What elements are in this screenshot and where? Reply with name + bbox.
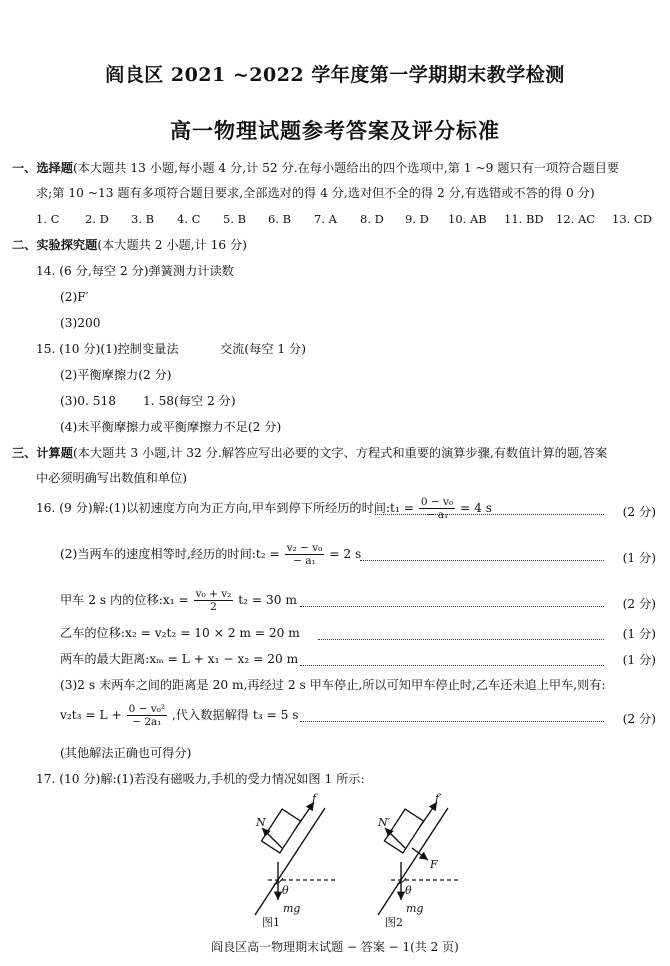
answer-item: 5. B <box>223 212 247 226</box>
score-label: (1 分) <box>622 627 656 641</box>
figure-1 <box>255 802 335 915</box>
q15-line3b: 1. 58(每空 2 分) <box>143 394 236 408</box>
fraction <box>285 542 325 567</box>
sec3-line2: 中必须明确写出数值和单位) <box>36 471 188 485</box>
answer-item: 11. BD <box>504 212 544 226</box>
caption-fig1: 图1 <box>262 916 280 929</box>
label-mg: mg <box>406 902 424 915</box>
q15-line2: (2)平衡摩擦力(2 分) <box>60 368 172 382</box>
fraction-denominator: − 2a₁ <box>132 716 162 728</box>
normal-force-arrow <box>385 828 405 848</box>
score-label: (2 分) <box>622 505 656 519</box>
answer-item: 1. C <box>36 212 60 226</box>
leader-dots <box>375 514 604 515</box>
score-label: (1 分) <box>622 653 656 667</box>
fraction-numerator: v₂ − v₀ <box>286 542 323 554</box>
normal-force-arrow <box>262 828 282 848</box>
leader-dots <box>300 606 604 607</box>
q15-line1b: 交流(每空 1 分) <box>220 342 306 356</box>
leader-dots <box>300 721 604 722</box>
q16-line3-result: t₂ = 30 m <box>238 593 297 607</box>
q16-line1-result: = 4 s <box>459 501 492 515</box>
q14-line3: (3)200 <box>60 316 101 330</box>
friction-arrow <box>419 802 437 828</box>
sec1-label: 一、选择题 <box>12 161 73 175</box>
q14-line1: 14. (6 分,每空 2 分)弹簧测力计读数 <box>36 264 234 278</box>
answer-item: 12. AC <box>556 212 596 226</box>
exam-title: 阎良区 2021 ~2022 学年度第一学期期末教学检测 <box>105 64 565 86</box>
label-theta: θ <box>405 884 412 897</box>
q16-line7-text-b: ,代入数据解得 t₃ = 5 s <box>171 708 299 722</box>
force-diagrams <box>0 790 670 930</box>
score-label: (1 分) <box>622 551 656 565</box>
fraction <box>194 588 234 613</box>
leader-dots <box>300 665 604 666</box>
label-N: N <box>256 816 266 829</box>
fraction-denominator: 2 <box>210 601 217 613</box>
answer-key-subtitle: 高一物理试题参考答案及评分标准 <box>170 118 500 143</box>
answer-item: 8. D <box>360 212 384 226</box>
leader-dots <box>360 560 604 561</box>
q16-line7-text-a: v₂t₃ = L + <box>60 708 122 722</box>
q16-line2-text: (2)当两车的速度相等时,经历的时间:t₂ = <box>60 547 280 561</box>
q16-line3-text: 甲车 2 s 内的位移:x₁ = <box>60 593 189 607</box>
q17-line1: 17. (10 分)解:(1)若没有磁吸力,手机的受力情况如图 1 所示: <box>36 772 365 786</box>
label-theta: θ <box>282 884 289 897</box>
fraction-numerator: 0 − v₀ <box>420 496 454 508</box>
sec1-line1 <box>12 160 619 176</box>
fraction-numerator: 0 − v₀² <box>128 703 166 715</box>
q16-line2 <box>60 542 361 567</box>
score-label: (2 分) <box>622 597 656 611</box>
caption-fig2: 图2 <box>385 916 403 929</box>
sec2-heading <box>12 237 247 253</box>
sec3-label: 三、计算题 <box>12 446 73 460</box>
q16-line2-result: = 2 s <box>329 547 362 561</box>
leader-dots <box>318 639 604 640</box>
fraction-denominator: − a₁ <box>425 509 449 521</box>
q16-line3 <box>60 588 297 613</box>
q16-line1-text: 16. (9 分)解:(1)以初速度方向为正方向,甲车到停下所经历的时间:t₁ = <box>36 501 414 515</box>
answer-item: 13. CD <box>612 212 652 226</box>
label-f: f <box>312 792 317 805</box>
q16-line4: 乙车的位移:x₂ = v₂t₂ = 10 × 2 m = 20 m <box>60 626 300 640</box>
q16-line5: 两车的最大距离:xₘ = L + x₁ − x₂ = 20 m <box>60 652 299 666</box>
q15-line1: 15. (10 分)(1)控制变量法 <box>36 342 179 356</box>
page-footer: 阎良区高一物理期末试题 − 答案 − 1(共 2 页) <box>211 940 459 954</box>
answer-item: 9. D <box>405 212 429 226</box>
sec2-desc: (本大题共 2 小题,计 16 分) <box>97 238 247 252</box>
answer-item: 3. B <box>131 212 155 226</box>
friction-arrow <box>296 802 314 828</box>
label-mg: mg <box>283 902 301 915</box>
score-label: (2 分) <box>622 712 656 726</box>
answer-item: 2. D <box>85 212 109 226</box>
q14-line2: (2)F′ <box>60 290 89 304</box>
answer-item: 10. AB <box>448 212 487 226</box>
fraction <box>419 496 455 521</box>
fraction-numerator: v₀ + v₂ <box>195 588 232 600</box>
sec3-desc1: (本大题共 3 小题,计 32 分.解答应写出必要的文字、方程式和重要的演算步骤,有数值计算的题,答案 <box>72 446 608 460</box>
sec3-line1 <box>12 445 607 461</box>
sec1-line2: 求;第 10 ~13 题有多项符合题目要求,全部选对的得 4 分,选对但不全的得 2 分,有选错或不答的得 0 分) <box>36 186 595 200</box>
label-f-prime: f′ <box>435 792 442 805</box>
fraction-denominator: − a₁ <box>293 555 316 567</box>
answer-item: 6. B <box>268 212 292 226</box>
q15-line3a: (3)0. 518 <box>60 394 117 408</box>
q16-line6: (3)2 s 末两车之间的距离是 20 m,再经过 2 s 甲车停止,所以可知甲车停止时,乙车还未追上甲车,则有: <box>60 678 606 692</box>
q16-line7 <box>60 703 298 728</box>
q16-line1 <box>36 496 492 521</box>
figure-2 <box>378 802 460 915</box>
q15-line4: (4)未平衡摩擦力或平衡摩擦力不足(2 分) <box>60 420 282 434</box>
fraction <box>127 703 168 728</box>
label-F: F <box>430 858 438 871</box>
answer-item: 4. C <box>177 212 201 226</box>
sec2-label: 二、实验探究题 <box>12 238 98 252</box>
q16-note: (其他解法正确也可得分) <box>60 746 192 760</box>
label-N-prime: N′ <box>378 816 391 829</box>
answer-item: 7. A <box>314 212 337 226</box>
sec1-desc1: (本大题共 13 小题,每小题 4 分,计 52 分.在每小题给出的四个选项中,第 1 ~9 题只有一项符合题目要 <box>72 161 620 175</box>
